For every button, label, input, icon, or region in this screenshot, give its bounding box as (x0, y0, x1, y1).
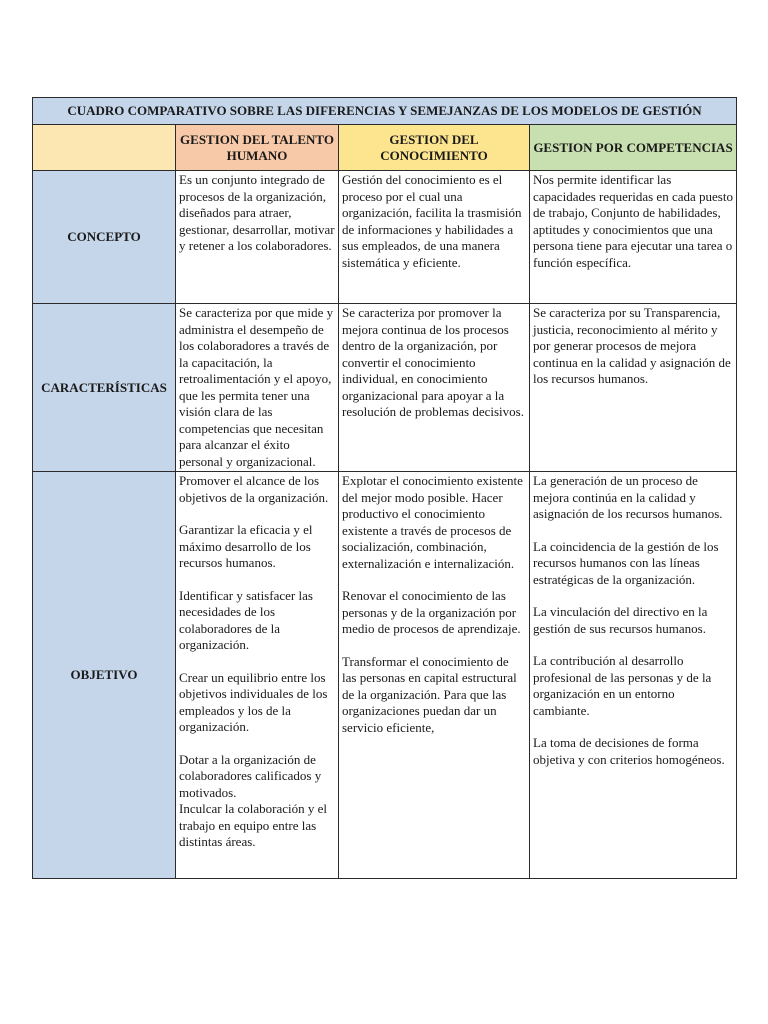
objetivo-talento-item: Garantizar la eficacia y el máximo desarrollo de los recursos humanos. (179, 522, 313, 570)
cell-concepto-competencias: Nos permite identificar las capacidades requeridas en cada puesto de trabajo, Conjunto de habilidades, aptitudes y conocimientos que una persona tiene para ejecutar una tarea o función específica. (530, 171, 737, 304)
objetivo-competencias-item: La coincidencia de la gestión de los recursos humanos con las líneas estratégicas de la organización. (533, 538, 719, 587)
objetivo-talento-item: Inculcar la colaboración y el trabajo en equipo entre las distintas áreas. (179, 801, 327, 849)
objetivo-competencias-item: La generación de un proceso de mejora continúa en la calidad y asignación de los recursos humanos. (533, 473, 723, 521)
objetivo-competencias-item: La contribución al desarrollo profesional de las personas y de la organización en un entorno cambiante. (533, 653, 712, 718)
objetivo-competencias-item: La toma de decisiones de forma objetiva y con criterios homogéneos. (533, 735, 725, 767)
header-competencias: GESTION POR COMPETENCIAS (530, 125, 737, 171)
row-label-concepto: CONCEPTO (33, 171, 176, 304)
objetivo-conocimiento-item: Renovar el conocimiento de las personas y de la organización por medio de procesos de aprendizaje. (342, 588, 521, 636)
objetivo-competencias-item: La vinculación del directivo en la gestión de sus recursos humanos. (533, 604, 708, 636)
row-caracteristicas (33, 304, 737, 472)
objetivo-talento-item: Identificar y satisfacer las necesidades de los colaboradores de la organización. (179, 587, 313, 652)
cell-caracteristicas-competencias: Se caracteriza por su Transparencia, justicia, reconocimiento al mérito y por generar procesos de mejora continua en la calidad y asignación de los recursos humanos. (530, 304, 737, 472)
row-label-objetivo: OBJETIVO (33, 472, 176, 879)
header-conocimiento: GESTION DEL CONOCIMIENTO (339, 125, 530, 171)
title-row (33, 98, 737, 125)
objetivo-conocimiento-item: Transformar el conocimiento de las personas en capital estructural de la organización. Para que las organizaciones puedan dar un servicio eficiente, (342, 653, 517, 735)
objetivo-talento-item: Dotar a la organización de colaboradores calificados y motivados. (179, 751, 322, 800)
row-objetivo (33, 472, 737, 879)
cell-caracteristicas-conocimiento: Se caracteriza por promover la mejora continua de los procesos dentro de la organización, por convertir el conocimiento individual, en conocimiento organizacional para apoyar a la resolución de problemas decisivos. (339, 304, 530, 472)
cell-concepto-talento: Es un conjunto integrado de procesos de la organización, diseñados para atraer, gestionar, desarrollar, motivar y retener a los colaboradores. (176, 171, 339, 304)
header-blank-cell (33, 125, 176, 171)
objetivo-talento-item: Promover el alcance de los objetivos de la organización. (179, 473, 329, 505)
objetivo-talento-item: Crear un equilibrio entre los objetivos individuales de los empleados y los de la organización. (179, 669, 328, 734)
table-title: CUADRO COMPARATIVO SOBRE LAS DIFERENCIAS Y SEMEJANZAS DE LOS MODELOS DE GESTIÓN (33, 98, 737, 125)
cell-concepto-conocimiento: Gestión del conocimiento es el proceso por el cual una organización, facilita la trasmisión de informaciones y habilidades a sus empleados, de una manera sistemática y eficiente. (339, 171, 530, 304)
cell-objetivo-conocimiento (339, 472, 530, 879)
header-row (33, 125, 737, 171)
cell-caracteristicas-talento: Se caracteriza por que mide y administra el desempeño de los colaboradores a través de la capacitación, la retroalimentación y el apoyo, que les permita tener una visión clara de las competencias que necesitan para alcanzar el éxito personal y organizacional. (176, 304, 339, 472)
header-talento-humano: GESTION DEL TALENTO HUMANO (176, 125, 339, 171)
row-concepto (33, 171, 737, 304)
comparison-table (32, 97, 737, 879)
cell-objetivo-talento (176, 472, 339, 879)
row-label-caracteristicas: CARACTERÍSTICAS (33, 304, 176, 472)
objetivo-conocimiento-item: Explotar el conocimiento existente del mejor modo posible. Hacer productivo el conocimiento existente a través de procesos de socialización, combinación, externalización e internalización. (342, 473, 523, 571)
cell-objetivo-competencias (530, 472, 737, 879)
